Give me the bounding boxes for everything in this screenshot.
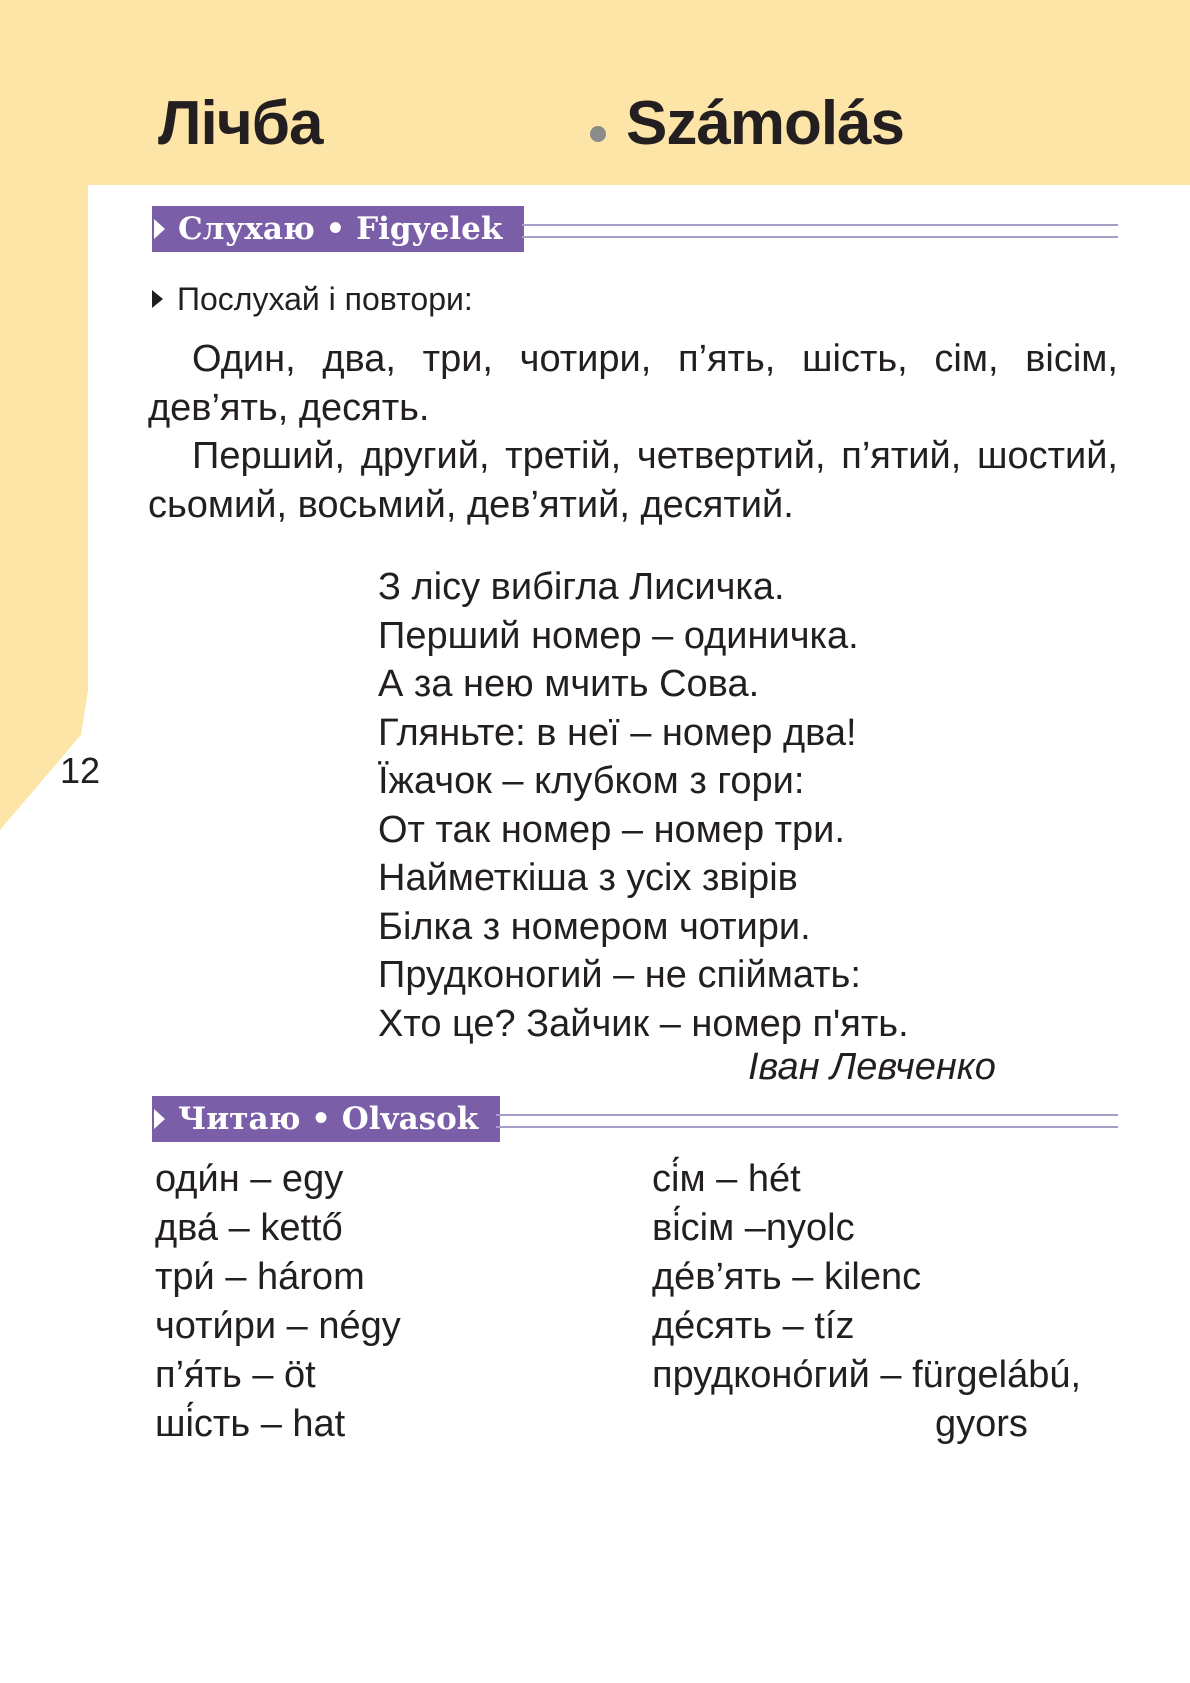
section-read-text: Читаю • Olvasok bbox=[178, 1101, 479, 1137]
section-arrow-icon bbox=[154, 1109, 165, 1129]
vocabulary-item: чоти́ри – négy bbox=[155, 1305, 401, 1347]
vocabulary-left-column bbox=[155, 1155, 401, 1449]
play-triangle-icon bbox=[152, 290, 163, 308]
vocabulary-item: два́ – kettő bbox=[155, 1207, 343, 1249]
vocabulary-item: ші́сть – hat bbox=[155, 1403, 346, 1445]
instruction bbox=[152, 281, 473, 318]
poem-line: Хто це? Зайчик – номер п'ять. bbox=[378, 1002, 909, 1045]
poem-line: Їжачок – клубком з гори: bbox=[378, 760, 805, 802]
paragraph-cardinal-numbers: Один, два, три, чотири, п’ять, шість, сім, вісім, дев’ять, десять. bbox=[148, 338, 1118, 429]
poem-line: От так номер – номер три. bbox=[378, 808, 845, 851]
vocabulary-item: три́ – három bbox=[155, 1256, 365, 1298]
page-title-hungarian: Számolás bbox=[626, 89, 905, 158]
poem-line: Гляньте: в неї – номер два! bbox=[378, 711, 857, 754]
side-tab bbox=[0, 0, 88, 830]
page-title-ukrainian: Лічба bbox=[158, 89, 323, 158]
poem-line: Найметкіша з усіх звірів bbox=[378, 857, 798, 899]
section-read bbox=[152, 1096, 1118, 1142]
section-divider-line bbox=[496, 1114, 1118, 1128]
poem bbox=[378, 563, 909, 1048]
vocabulary-item: сі́м – hét bbox=[652, 1158, 801, 1200]
section-read-label bbox=[152, 1096, 500, 1142]
poem-line: Перший номер – одиничка. bbox=[378, 614, 859, 657]
page-number: 12 bbox=[60, 750, 101, 791]
vocabulary-right-column bbox=[652, 1155, 1081, 1449]
section-divider-line bbox=[522, 224, 1118, 238]
vocabulary-item: де́сять – tíz bbox=[652, 1305, 855, 1347]
vocabulary-item: п’я́ть – öt bbox=[155, 1354, 316, 1396]
section-listen-text: Слухаю • Figyelek bbox=[178, 211, 503, 247]
title-separator-dot bbox=[590, 126, 606, 142]
instruction-text: Послухай і повтори: bbox=[177, 281, 473, 317]
section-arrow-icon bbox=[154, 219, 165, 239]
poem-line: Білка з номером чотири. bbox=[378, 905, 811, 948]
paragraph-ordinal-numbers: Перший, другий, третій, четвертий, п’ятий, шостий, сьомий, восьмий, дев’ятий, десятий. bbox=[148, 435, 1118, 526]
section-listen bbox=[152, 206, 1118, 252]
vocabulary-item-continuation: gyors bbox=[935, 1403, 1028, 1445]
vocabulary-item: оди́н – egy bbox=[155, 1158, 344, 1200]
poem-line: З лісу вибігла Лисичка. bbox=[378, 566, 785, 608]
vocabulary-item: де́в’ять – kilenc bbox=[652, 1256, 922, 1298]
vocabulary-item: прудконо́гий – fürgelábú, bbox=[652, 1354, 1082, 1396]
poem-line: А за нею мчить Сова. bbox=[378, 663, 760, 705]
vocabulary-item: ві́сім –nyolc bbox=[652, 1207, 855, 1249]
poem-author: Іван Левченко bbox=[748, 1046, 996, 1088]
poem-line: Прудконогий – не спіймать: bbox=[378, 954, 861, 996]
section-listen-label bbox=[152, 206, 524, 252]
